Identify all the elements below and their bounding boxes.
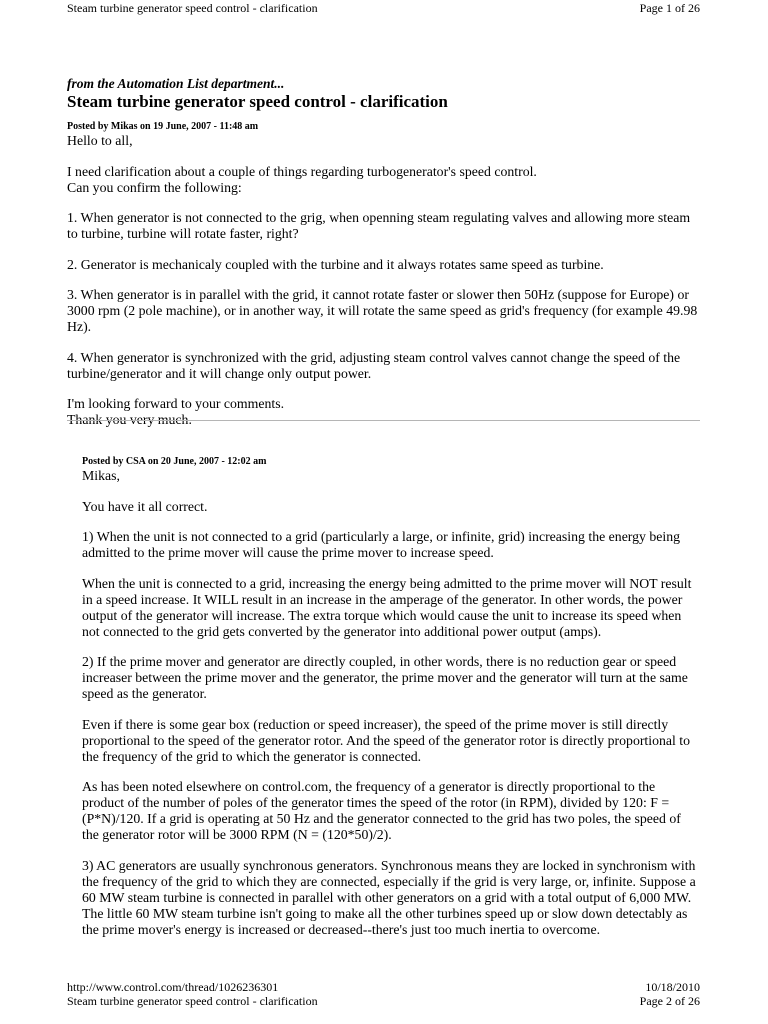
- paragraph-line: The little 60 MW steam turbine isn't going to make all the other turbines speed up or slow down detectably as: [82, 905, 688, 921]
- post-paragraph: [82, 779, 712, 843]
- paragraph-line: 3) AC generators are usually synchronous generators. Synchronous means they are locked in synchronism with: [82, 857, 696, 873]
- paragraph-line: admitted to the prime mover will cause the prime mover to increase speed.: [82, 545, 494, 560]
- post-2: [82, 456, 712, 952]
- paragraph-line: the frequency of the grid to which the generator is connected.: [82, 748, 422, 764]
- paragraph-line: I need clarification about a couple of things regarding turbogenerator's speed control.: [67, 163, 537, 179]
- paragraph-line: 3. When generator is in parallel with the grid, it cannot rotate faster or slower then 50Hz (suppose for Europe) or: [67, 287, 689, 302]
- post-paragraph: [82, 576, 712, 640]
- post-paragraph: [82, 529, 712, 561]
- paragraph-line: output of the generator will increase. The extra torque which would cause the unit to increase its speed when: [82, 607, 682, 623]
- post-paragraph: [82, 499, 712, 515]
- post-paragraph: [67, 396, 707, 428]
- post-divider: [67, 420, 700, 421]
- header-page-indicator: Page 1 of 26: [639, 1, 700, 15]
- paragraph-line: Hello to all,: [67, 133, 133, 148]
- paragraph-line: 1) When the unit is not connected to a grid (particularly a large, or infinite, grid) increasing the energy being: [82, 529, 681, 544]
- post-paragraph: [67, 210, 707, 242]
- paragraph-line: Hz).: [67, 319, 92, 334]
- post-2-byline: Posted by CSA on 20 June, 2007 - 12:02 am: [82, 456, 267, 467]
- post-paragraph: [67, 287, 707, 335]
- paragraph-line: Can you confirm the following:: [67, 179, 242, 195]
- header-doc-title: Steam turbine generator speed control - clarification: [67, 1, 318, 15]
- post-2-body: [82, 468, 712, 938]
- paragraph-line: to turbine, turbine will rotate faster, right?: [67, 226, 299, 241]
- paragraph-line: the generator rotor will be 3000 RPM (N = (120*50)/2).: [82, 827, 392, 842]
- paragraph-line: in a speed increase. It WILL result in an increase in the amperage of the generator. In other words, the power: [82, 591, 683, 607]
- paragraph-line: not connected to the grid gets converted by the generator into additional power output (amps).: [82, 623, 602, 639]
- post-paragraph: [82, 468, 712, 484]
- post-1: [67, 121, 707, 443]
- paragraph-line: the prime mover's energy is increased or decreased--there's just too much inertia to overcome.: [82, 921, 601, 937]
- paragraph-line: 1. When generator is not connected to the grig, when openning steam regulating valves and allowing more steam: [67, 210, 691, 225]
- paragraph-line: the frequency of the grid to which they are connected, especially if the grid is very large, or, infinite. Suppose a: [82, 873, 696, 889]
- paragraph-line: proportional to the speed of the generator rotor. And the speed of the generator rotor is directly proportional to: [82, 732, 691, 748]
- post-paragraph: [82, 654, 712, 702]
- paragraph-line: You have it all correct.: [82, 498, 208, 514]
- paragraph-line: As has been noted elsewhere on control.com, the frequency of a generator is directly proportional to the: [82, 779, 656, 794]
- paragraph-line: 3000 rpm (2 pole machine), or in another way, it will rotate the same speed as grid's frequency (for example 49.98: [67, 303, 698, 318]
- footer-doc-title: Steam turbine generator speed control - clarification: [67, 994, 318, 1008]
- paragraph-line: 2) If the prime mover and generator are directly coupled, in other words, there is no reduction gear or speed: [82, 654, 677, 669]
- post-paragraph: [67, 133, 707, 149]
- paragraph-line: 60 MW steam turbine is connected in parallel with other generators on a grid with a total output of 6,000 MW.: [82, 889, 692, 905]
- post-paragraph: [67, 257, 707, 273]
- paragraph-line: product of the number of poles of the generator times the speed of the rotor (in RPM), divided by 120: F =: [82, 795, 670, 810]
- footer-page-indicator: Page 2 of 26: [639, 994, 700, 1008]
- paragraph-line: turbine/generator and it will change only output power.: [67, 365, 372, 381]
- post-1-byline: Posted by Mikas on 19 June, 2007 - 11:48 am: [67, 121, 259, 132]
- paragraph-line: I'm looking forward to your comments.: [67, 396, 285, 411]
- article-title: Steam turbine generator speed control - clarification: [67, 92, 448, 111]
- footer-date: 10/18/2010: [645, 980, 700, 994]
- paragraph-line: increaser between the prime mover and the generator, the prime mover and the generator will turn at the same: [82, 670, 688, 685]
- paragraph-line: 4. When generator is synchronized with the grid, adjusting steam control valves cannot change the speed of the: [67, 349, 681, 365]
- paragraph-line: When the unit is connected to a grid, increasing the energy being admitted to the prime mover will NOT result: [82, 575, 692, 591]
- post-paragraph: [82, 858, 712, 938]
- post-paragraph: [82, 717, 712, 765]
- post-1-body: [67, 133, 707, 428]
- paragraph-line: 2. Generator is mechanicaly coupled with the turbine and it always rotates same speed as turbine.: [67, 256, 604, 272]
- paragraph-line: speed as the generator.: [82, 686, 207, 701]
- post-paragraph: [67, 350, 707, 382]
- department-label: from the Automation List department...: [67, 76, 285, 91]
- footer-url: http://www.control.com/thread/1026236301: [67, 980, 279, 994]
- paragraph-line: Mikas,: [82, 468, 120, 483]
- paragraph-line: Even if there is some gear box (reduction or speed increaser), the speed of the prime mover is still directly: [82, 716, 669, 732]
- post-paragraph: [67, 164, 707, 196]
- paragraph-line: (P*N)/120. If a grid is operating at 50 Hz and the generator connected to the grid has two poles, the speed of: [82, 811, 681, 826]
- paragraph-line: Thank you very much.: [67, 412, 192, 427]
